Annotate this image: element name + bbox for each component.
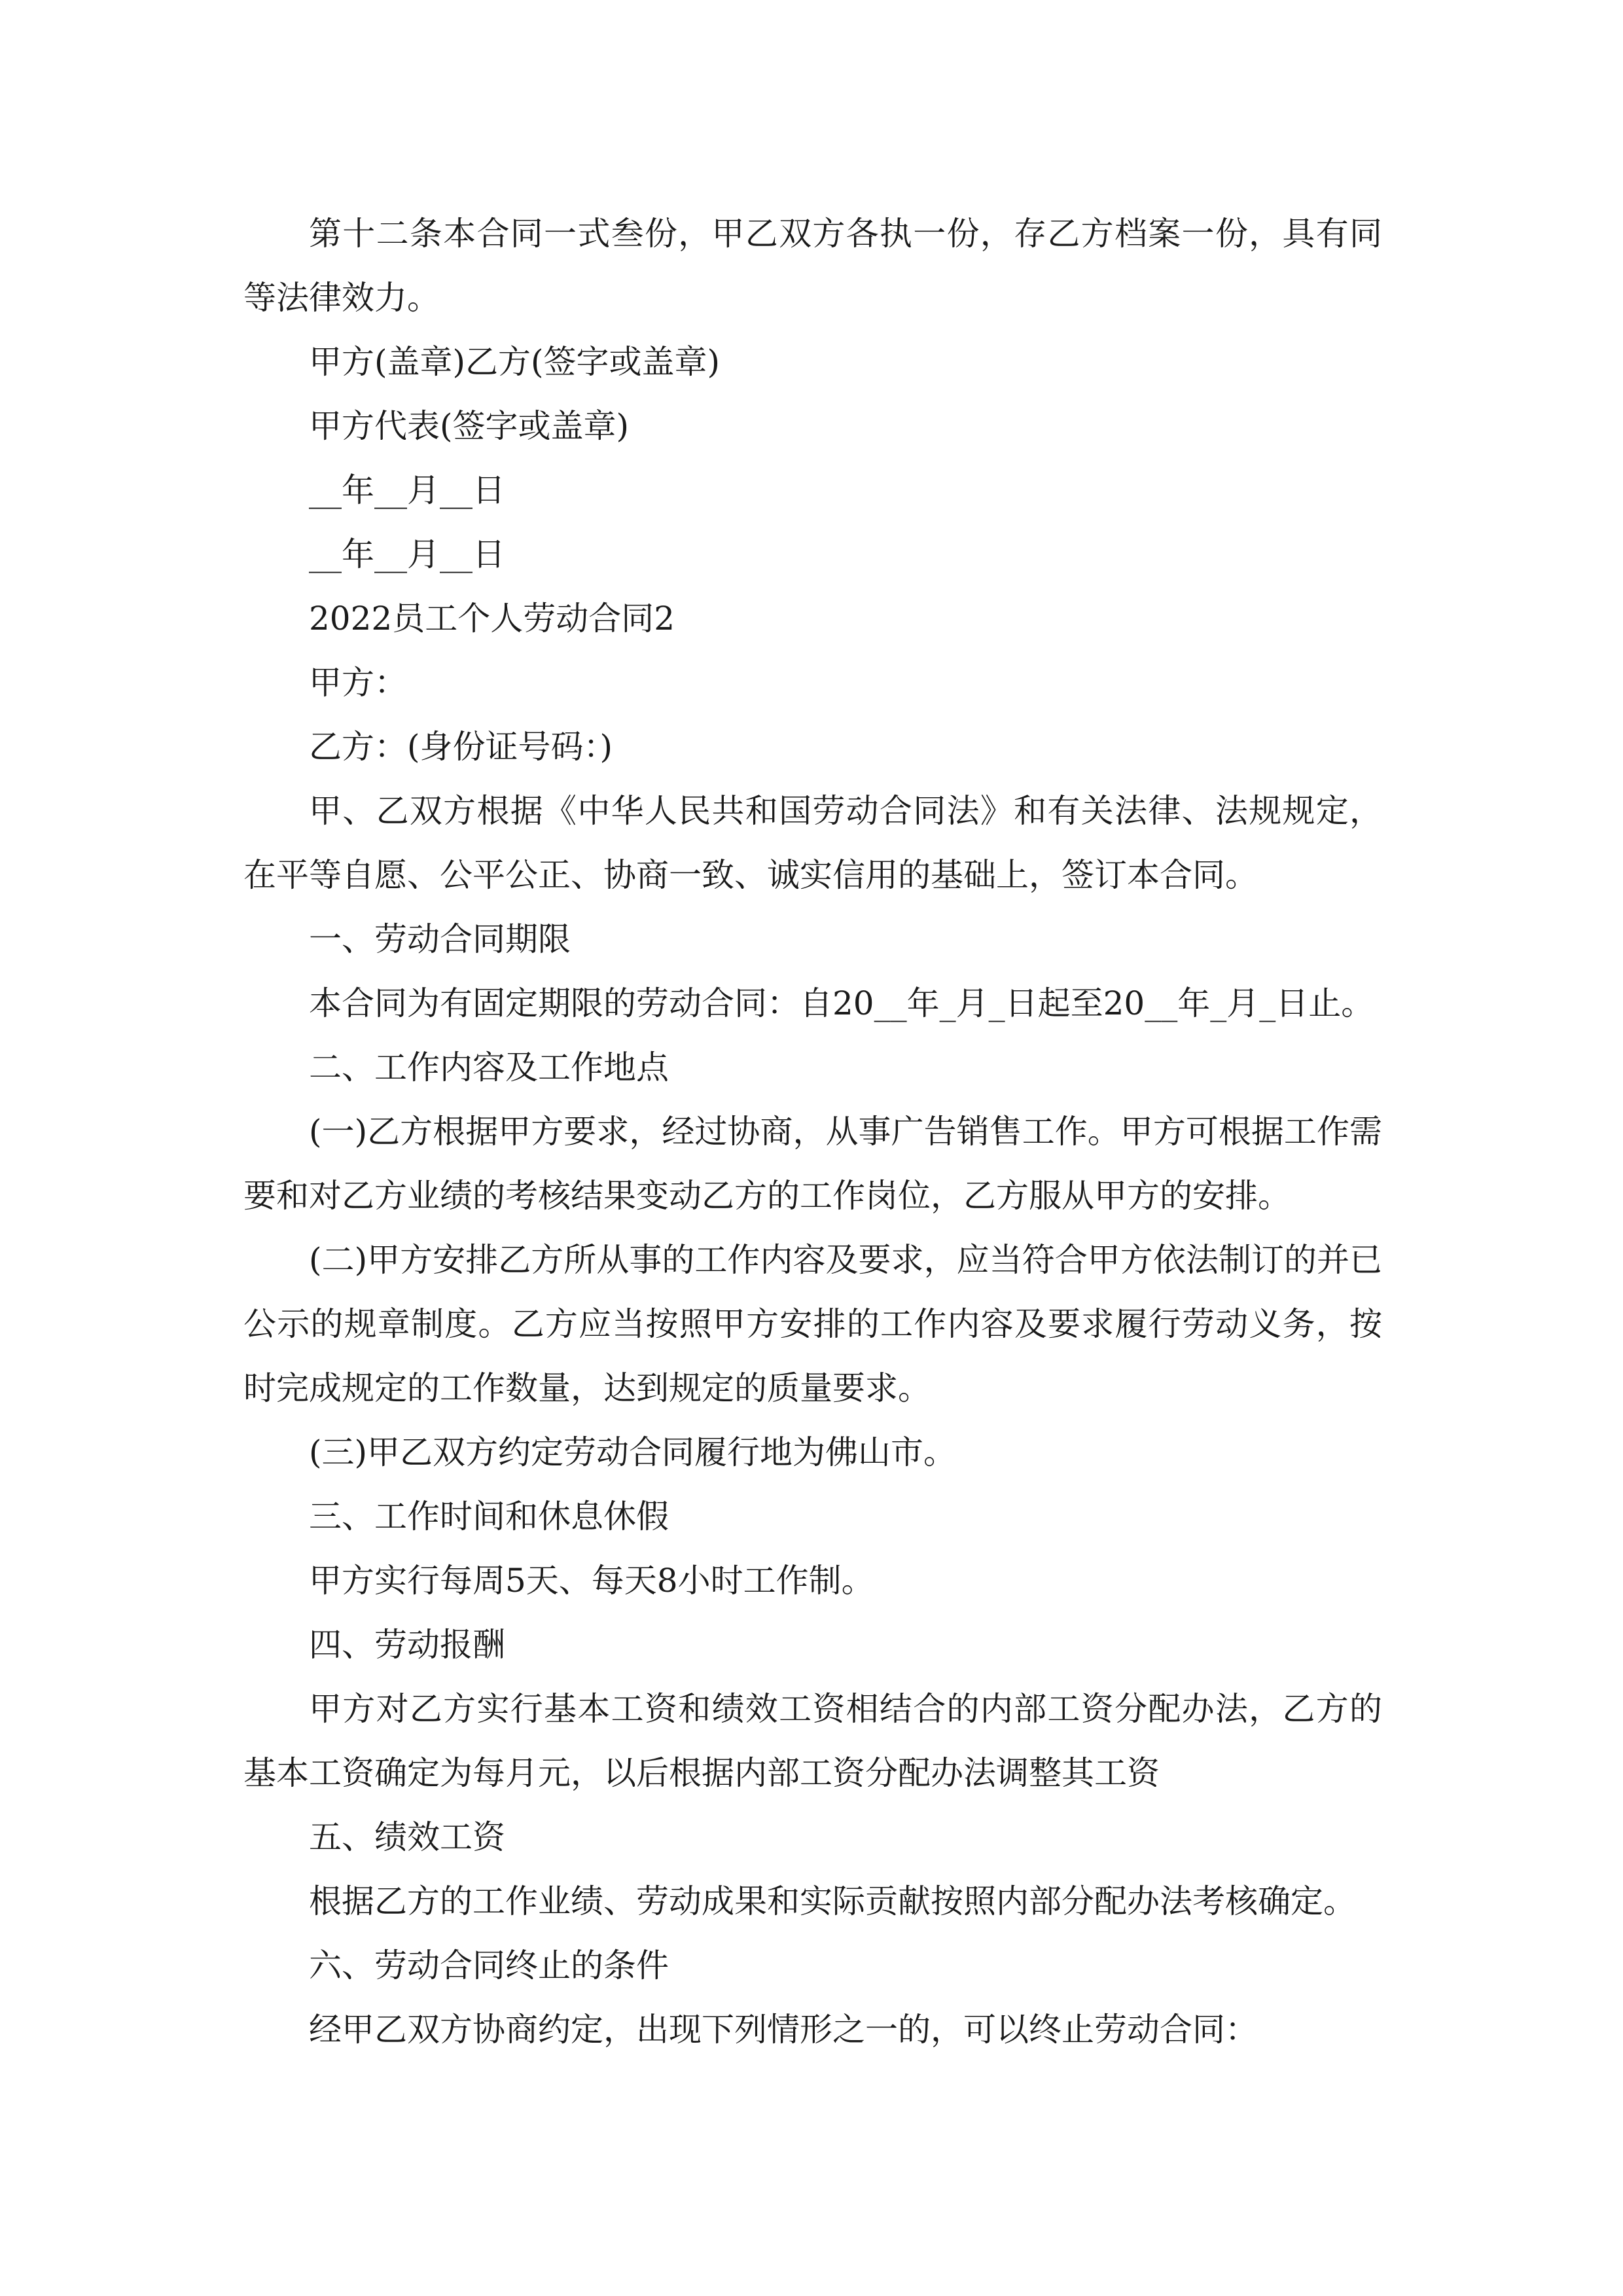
section-3-heading: 三、工作时间和休息休假 <box>309 1498 669 1535</box>
section-1-heading: 一、劳动合同期限 <box>309 920 571 958</box>
section-3-body: 甲方实行每周5天、每天8小时工作制。 <box>309 1562 874 1600</box>
section-5-heading: 五、绩效工资 <box>309 1818 505 1856</box>
preamble-paragraph: 甲、乙双方根据《中华人民共和国劳动合同法》和有关法律、法规规定，在平等自愿、公平公正、协商一致、诚实信用的基础上，签订本合同。 <box>243 792 1382 894</box>
section-6-body: 经甲乙双方协商约定，出现下列情形之一的，可以终止劳动合同： <box>309 2011 1258 2049</box>
contract-title: 2022员工个人劳动合同2 <box>309 600 675 637</box>
section-1-body: 本合同为有固定期限的劳动合同：自20__年_月_日起至20__年_月_日止。 <box>309 984 1374 1022</box>
signature-party-line: 甲方(盖章)乙方(签字或盖章) <box>309 343 721 381</box>
section-5-body: 根据乙方的工作业绩、劳动成果和实际贡献按照内部分配办法考核确定。 <box>309 1882 1356 1920</box>
date-line-1: __年__月__日 <box>309 471 505 509</box>
signature-representative-line: 甲方代表(签字或盖章) <box>309 407 630 445</box>
document-body <box>243 202 1382 2062</box>
section-2-item-1: (一)乙方根据甲方要求，经过协商，从事广告销售工作。甲方可根据工作需要和对乙方业绩的考核结果变动乙方的工作岗位，乙方服从甲方的安排。 <box>243 1113 1382 1215</box>
date-line-2: __年__月__日 <box>309 535 505 573</box>
party-a-line: 甲方： <box>309 664 407 702</box>
section-2-item-2: (二)甲方安排乙方所从事的工作内容及要求，应当符合甲方依法制订的并已公示的规章制度。乙方应当按照甲方安排的工作内容及要求履行劳动义务，按时完成规定的工作数量，达到规定的质量要求。 <box>243 1241 1382 1407</box>
section-4-heading: 四、劳动报酬 <box>309 1626 505 1664</box>
party-b-line: 乙方：(身份证号码：) <box>309 728 613 766</box>
section-2-heading: 二、工作内容及工作地点 <box>309 1049 669 1086</box>
section-4-body: 甲方对乙方实行基本工资和绩效工资相结合的内部工资分配办法，乙方的基本工资确定为每月元，以后根据内部工资分配办法调整其工资 <box>243 1690 1382 1792</box>
clause-12-copies: 第十二条本合同一式叁份，甲乙双方各执一份，存乙方档案一份，具有同等法律效力。 <box>243 215 1382 317</box>
section-2-item-3: (三)甲乙双方约定劳动合同履行地为佛山市。 <box>309 1433 957 1471</box>
section-6-heading: 六、劳动合同终止的条件 <box>309 1946 669 1984</box>
